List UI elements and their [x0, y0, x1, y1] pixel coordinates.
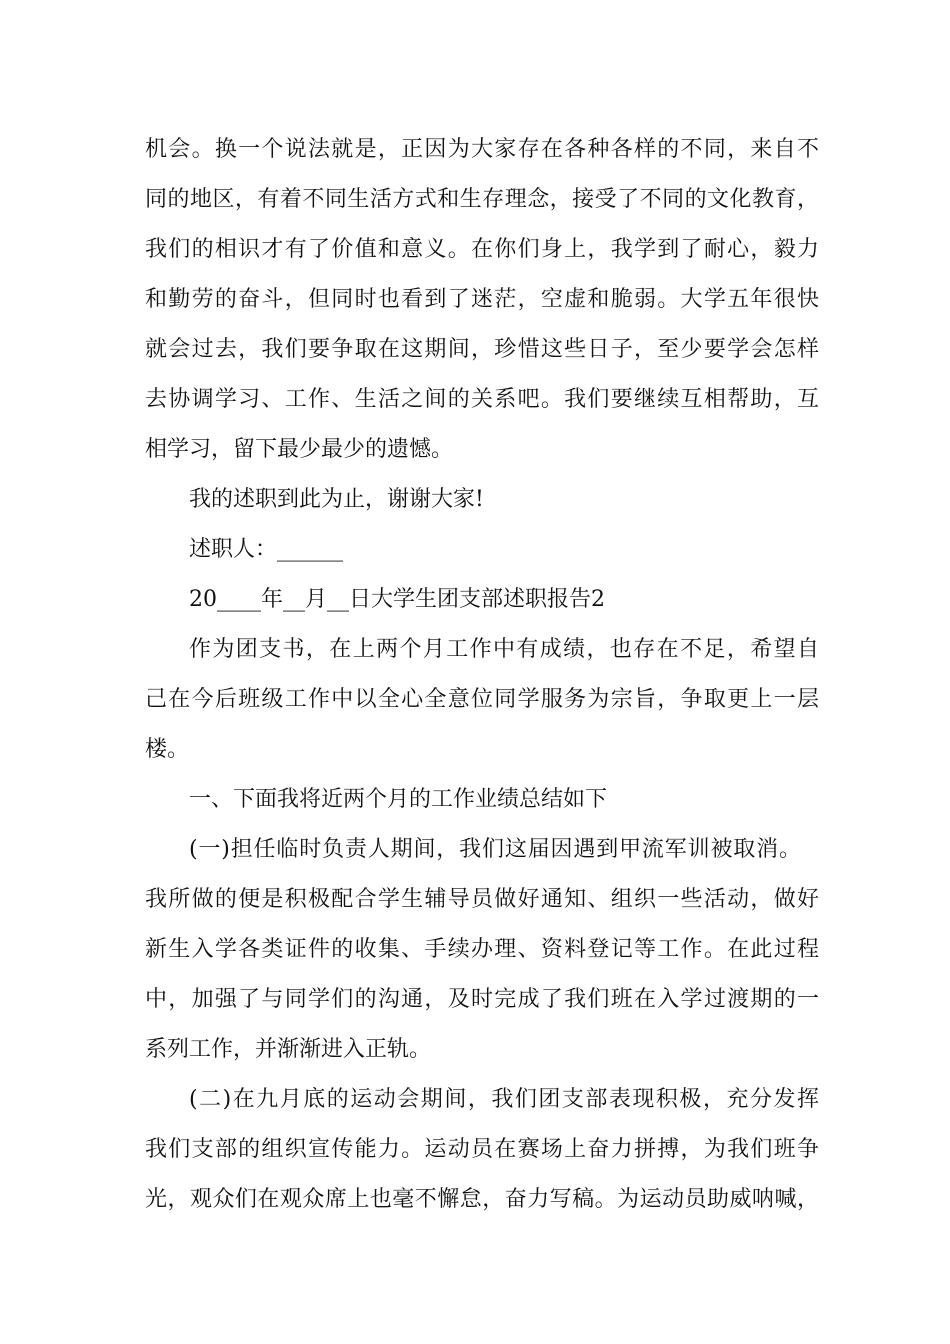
body-text-line: 机会。换一个说法就是，正因为大家存在各种各样的不同，来自不 — [145, 137, 819, 162]
body-text-line: 楼。 — [145, 737, 190, 762]
body-text-line: 新生入学各类证件的收集、手续办理、资料登记等工作。在此过程 — [145, 937, 819, 962]
body-text-line: (二)在九月底的运动会期间，我们团支部表现积极，充分发挥 — [189, 1087, 819, 1112]
body-text-line: 系列工作，并渐渐进入正轨。 — [145, 1037, 432, 1062]
body-text-line: 我们支部的组织宣传能力。运动员在赛场上奋力拼搏，为我们班争 — [145, 1137, 819, 1162]
signature-line: 述职人：______ — [189, 537, 344, 562]
body-text-line: 作为团支书，在上两个月工作中有成绩，也存在不足，希望自 — [189, 637, 819, 662]
section-heading: 一、下面我将近两个月的工作业绩总结如下 — [189, 787, 608, 812]
closing-remark: 我的述职到此为止，谢谢大家! — [189, 487, 484, 512]
body-text-line: 和勤劳的奋斗，但同时也看到了迷茫，空虚和脆弱。大学五年很快 — [145, 287, 819, 312]
report-title: 20____年__月__日大学生团支部述职报告2 — [189, 587, 605, 612]
body-text-line: 中，加强了与同学们的沟通，及时完成了我们班在入学过渡期的一 — [145, 987, 819, 1012]
body-text-line: 己在今后班级工作中以全心全意位同学服务为宗旨，争取更上一层 — [145, 687, 819, 712]
body-text-line: (一)担任临时负责人期间，我们这届因遇到甲流军训被取消。 — [189, 837, 801, 862]
body-text-line: 就会过去，我们要争取在这期间，珍惜这些日子，至少要学会怎样 — [145, 337, 819, 362]
body-text-line: 去协调学习、工作、生活之间的关系吧。我们要继续互相帮助，互 — [145, 387, 819, 412]
body-text-line: 光，观众们在观众席上也毫不懈怠，奋力写稿。为运动员助威呐喊， — [145, 1187, 819, 1212]
body-text-line: 我们的相识才有了价值和意义。在你们身上，我学到了耐心，毅力 — [145, 237, 819, 262]
body-text-line: 相学习，留下最少最少的遗憾。 — [145, 437, 454, 462]
body-text-line: 同的地区，有着不同生活方式和生存理念，接受了不同的文化教育， — [145, 187, 819, 212]
body-text-line: 我所做的便是积极配合学生辅导员做好通知、组织一些活动，做好 — [145, 887, 819, 912]
